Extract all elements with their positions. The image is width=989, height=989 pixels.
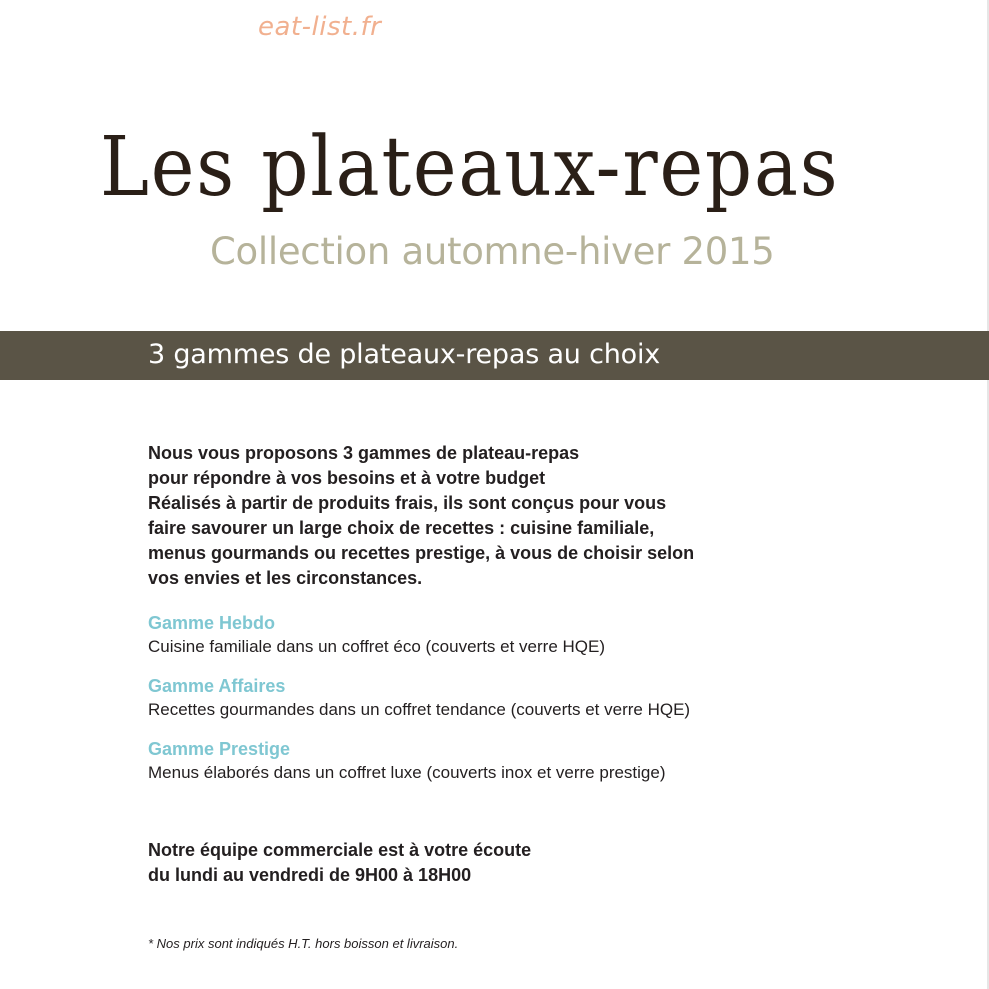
range-name: Gamme Hebdo xyxy=(148,613,276,633)
intro-line: Réalisés à partir de produits frais, ils sont conçus pour vous xyxy=(148,493,667,513)
intro-line: pour répondre à vos besoins et à votre budget xyxy=(148,468,546,488)
intro-line: faire savourer un large choix de recettes : cuisine familiale, xyxy=(148,518,655,538)
range-description: Recettes gourmandes dans un coffret tendance (couverts et verre HQE) xyxy=(148,700,691,719)
range-name: Gamme Prestige xyxy=(148,739,291,759)
range-hebdo xyxy=(148,611,848,658)
range-description: Cuisine familiale dans un coffret éco (couverts et verre HQE) xyxy=(148,637,605,656)
range-description: Menus élaborés dans un coffret luxe (couverts inox et verre prestige) xyxy=(148,763,666,782)
intro-line: Nous vous proposons 3 gammes de plateau-repas xyxy=(148,443,580,463)
watermark: eat-list.fr xyxy=(258,12,382,42)
contact-info xyxy=(148,838,531,888)
range-name: Gamme Affaires xyxy=(148,676,286,696)
intro-paragraph xyxy=(148,441,848,591)
contact-line: du lundi au vendredi de 9H00 à 18H00 xyxy=(148,865,472,885)
intro-line: vos envies et les circonstances. xyxy=(148,568,423,588)
intro-line: menus gourmands ou recettes prestige, à vous de choisir selon xyxy=(148,543,695,563)
section-band xyxy=(0,331,989,380)
contact-line: Notre équipe commerciale est à votre écoute xyxy=(148,840,532,860)
range-affaires xyxy=(148,674,848,721)
page-subtitle: Collection automne-hiver 2015 xyxy=(210,230,775,273)
range-prestige xyxy=(148,737,848,784)
page-title: Les plateaux-repas xyxy=(100,120,840,215)
footnote: * Nos prix sont indiqués H.T. hors boisson et livraison. xyxy=(148,936,459,951)
section-band-title: 3 gammes de plateaux-repas au choix xyxy=(148,339,661,370)
